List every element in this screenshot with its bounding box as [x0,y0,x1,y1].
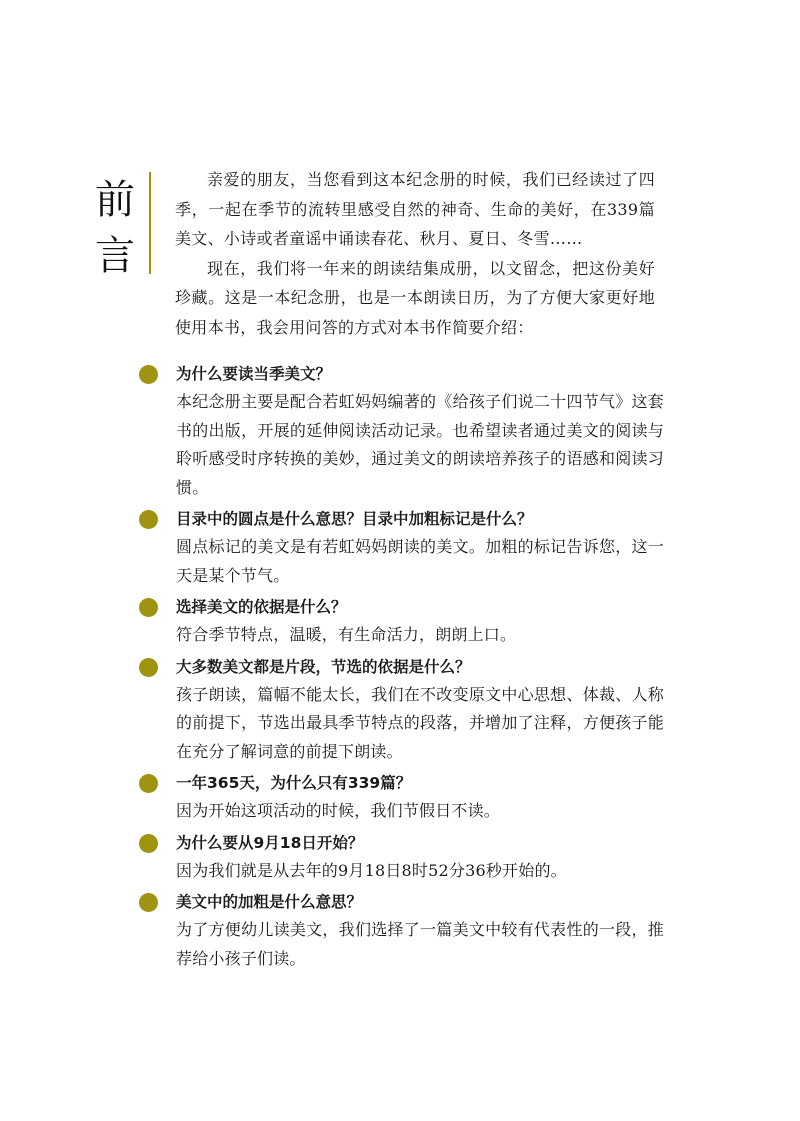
qa-item [139,360,664,502]
answer: 符合季节特点，温暖，有生命活力，朗朗上口。 [176,625,517,644]
page-title [95,172,135,284]
qa-item [139,829,664,886]
intro-section [175,165,655,342]
bullet-dot-icon [139,893,158,912]
qa-item [139,593,664,650]
bullet-dot-icon [139,658,158,677]
title-char-1: 前 [95,177,135,223]
question: 目录中的圆点是什么意思？目录中加粗标记是什么？ [176,510,533,528]
qa-item [139,888,664,973]
intro-paragraph-2: 现在，我们将一年来的朗读结集成册，以文留念，把这份美好珍藏。这是一本纪念册，也是一本朗读日历，为了方便大家更好地使用本书，我会用问答的方式对本书作简要介绍： [175,258,655,337]
bullet-dot-icon [139,598,158,617]
intro-paragraph-1: 亲爱的朋友，当您看到这本纪念册的时候，我们已经读过了四季，一起在季节的流转里感受自然的神奇、生命的美好，在339篇美文、小诗或者童谣中诵读春花、秋月、夏日、冬雪…… [175,170,655,248]
answer: 为了方便幼儿读美文，我们选择了一篇美文中较有代表性的一段，推荐给小孩子们读。 [176,920,664,968]
question: 为什么要从9月18日开始？ [176,833,364,852]
answer: 圆点标记的美文是有若虹妈妈朗读的美文。加粗的标记告诉您，这一天是某个节气。 [176,537,664,585]
qa-list [139,360,664,976]
bullet-dot-icon [139,774,158,793]
title-char-2: 言 [95,233,135,279]
question: 大多数美文都是片段，节选的依据是什么？ [176,657,471,676]
question: 选择美文的依据是什么？ [176,598,347,616]
question: 为什么要读当季美文？ [176,365,332,383]
qa-item [139,769,664,826]
bullet-dot-icon [139,365,158,384]
question: 美文中的加粗是什么意思？ [176,893,363,911]
answer: 因为我们就是从去年的9月18日8时52分36秒开始的。 [176,860,567,880]
qa-item [139,505,664,590]
answer: 因为开始这项活动的时候，我们节假日不读。 [176,801,501,820]
bullet-dot-icon [139,834,158,853]
title-divider [149,172,151,274]
answer: 本纪念册主要是配合若虹妈妈编著的《给孩子们说二十四节气》这套书的出版，开展的延伸阅读活动记录。也希望读者通过美文的阅读与聆听感受时序转换的美妙，通过美文的朗读培养孩子的语感和阅读习惯。 [176,392,664,497]
answer: 孩子朗读，篇幅不能太长，我们在不改变原文中心思想、体裁、人称的前提下，节选出最具季节特点的段落，并增加了注释，方便孩子能在充分了解词意的前提下朗读。 [176,684,664,761]
question: 一年365天，为什么只有339篇？ [176,774,412,792]
qa-item [139,653,664,767]
bullet-dot-icon [139,510,158,529]
